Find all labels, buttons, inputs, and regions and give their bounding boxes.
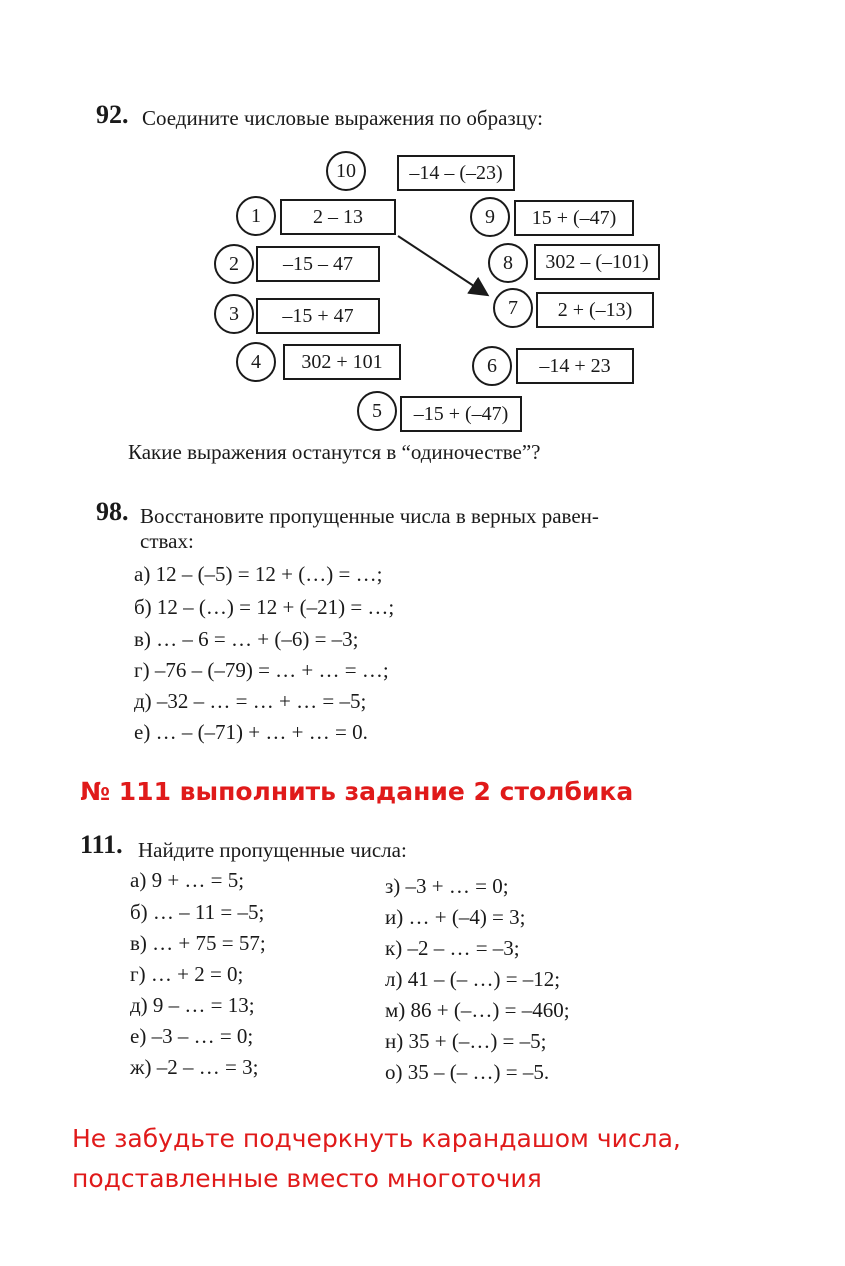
task-111-col2-item: н) 35 + (–…) = –5; bbox=[385, 1029, 547, 1053]
expression-box: 2 + (–13) bbox=[536, 292, 654, 328]
task-98-item: в) … – 6 = … + (–6) = –3; bbox=[134, 627, 359, 651]
task-98-item: б) 12 – (…) = 12 + (–21) = …; bbox=[134, 595, 395, 619]
task-98-item: г) –76 – (–79) = … + … = …; bbox=[134, 658, 389, 682]
task-111-col1-item: б) … – 11 = –5; bbox=[130, 900, 265, 924]
task-111-col2-item: м) 86 + (–…) = –460; bbox=[385, 998, 570, 1022]
circle-number: 7 bbox=[493, 288, 533, 328]
circle-number: 10 bbox=[326, 151, 366, 191]
circle-number: 6 bbox=[472, 346, 512, 386]
task-98-text-cont: ствах: bbox=[140, 529, 194, 553]
task-98-item: а) 12 – (–5) = 12 + (…) = …; bbox=[134, 562, 383, 586]
task-111-col2-item: о) 35 – (– …) = –5. bbox=[385, 1060, 550, 1084]
expression-box: 302 + 101 bbox=[283, 344, 401, 380]
circle-number: 2 bbox=[214, 244, 254, 284]
expression-box: –15 – 47 bbox=[256, 246, 380, 282]
task-92-number: 92. bbox=[96, 100, 129, 129]
task-111-col1-item: а) 9 + … = 5; bbox=[130, 868, 245, 892]
circle-number: 1 bbox=[236, 196, 276, 236]
assignment-note: № 111 выполнить задание 2 столбика bbox=[80, 777, 634, 806]
task-98-text: Восстановите пропущенные числа в верных равен- bbox=[140, 504, 599, 528]
task-111-col2-item: л) 41 – (– …) = –12; bbox=[385, 967, 561, 991]
circle-number: 5 bbox=[357, 391, 397, 431]
task-111-text: Найдите пропущенные числа: bbox=[138, 838, 407, 862]
circle-number: 9 bbox=[470, 197, 510, 237]
expression-box: –14 + 23 bbox=[516, 348, 634, 384]
task-111-col1-item: е) –3 – … = 0; bbox=[130, 1024, 254, 1048]
expression-box: 2 – 13 bbox=[280, 199, 396, 235]
expression-box: –14 – (–23) bbox=[397, 155, 515, 191]
expression-box: 15 + (–47) bbox=[514, 200, 634, 236]
task-92-text: Соедините числовые выражения по образцу: bbox=[142, 106, 544, 130]
task-111-col1-item: д) 9 – … = 13; bbox=[130, 993, 255, 1017]
task-98-item: е) … – (–71) + … + … = 0. bbox=[134, 720, 368, 744]
circle-number: 8 bbox=[488, 243, 528, 283]
circle-number: 4 bbox=[236, 342, 276, 382]
task-98-number: 98. bbox=[96, 497, 129, 526]
task-111-col1-item: в) … + 75 = 57; bbox=[130, 931, 266, 955]
expression-box: –15 + (–47) bbox=[400, 396, 522, 432]
task-111-col2-item: и) … + (–4) = 3; bbox=[385, 905, 526, 929]
task-111-number: 111. bbox=[80, 830, 123, 859]
task-111-col2-item: з) –3 + … = 0; bbox=[385, 874, 509, 898]
reminder-line-1: Не забудьте подчеркнуть карандашом числа, bbox=[72, 1124, 681, 1153]
expression-box: 302 – (–101) bbox=[534, 244, 660, 280]
task-92-question: Какие выражения останутся в “одиночестве”? bbox=[128, 440, 541, 464]
task-111-col1-item: г) … + 2 = 0; bbox=[130, 962, 244, 986]
task-98-item: д) –32 – … = … + … = –5; bbox=[134, 689, 367, 713]
expression-box: –15 + 47 bbox=[256, 298, 380, 334]
task-111-col1-item: ж) –2 – … = 3; bbox=[130, 1055, 259, 1079]
reminder-line-2: подставленные вместо многоточия bbox=[72, 1164, 542, 1193]
circle-number: 3 bbox=[214, 294, 254, 334]
task-111-col2-item: к) –2 – … = –3; bbox=[385, 936, 520, 960]
